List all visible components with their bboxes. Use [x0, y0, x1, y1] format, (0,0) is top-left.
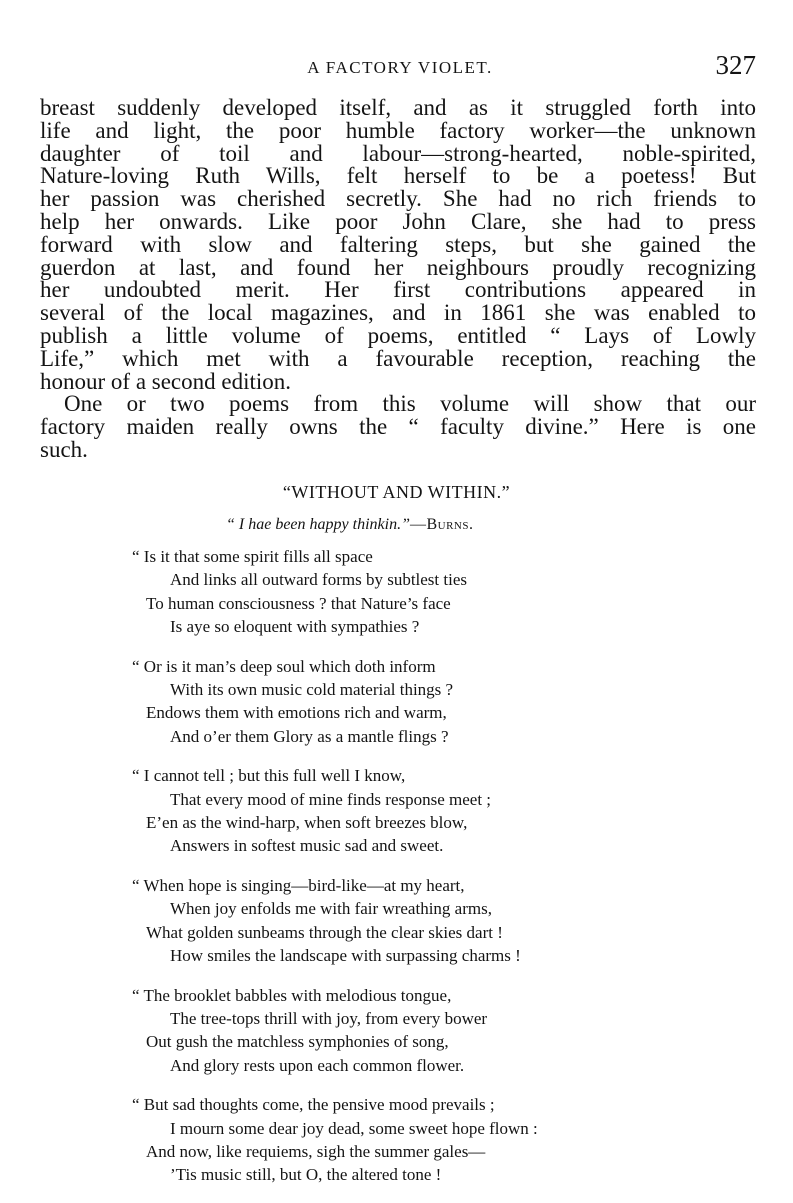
poem-body — [132, 545, 732, 1203]
poem-stanza — [132, 764, 732, 857]
verse-line: “ When hope is singing—bird-like—at my heart, — [132, 876, 465, 896]
poem-stanza — [132, 545, 732, 638]
running-title: A FACTORY VIOLET. — [307, 58, 493, 77]
prose-line: forward with slow and faltering steps, but she gained the — [40, 231, 756, 257]
epigraph — [226, 516, 473, 534]
verse-line: “ But sad thoughts come, the pensive mood prevails ; — [132, 1095, 495, 1115]
verse-line: To human consciousness ? that Nature’s face — [146, 593, 451, 613]
verse-line: Out gush the matchless symphonies of song, — [146, 1032, 449, 1052]
prose-line: Nature-loving Ruth Wills, felt herself to be a poetess! But — [40, 163, 756, 189]
poem-stanza — [132, 1093, 732, 1186]
poem-stanza — [132, 655, 732, 748]
prose-line: breast suddenly developed itself, and as it struggled forth into — [40, 95, 756, 120]
prose-line: several of the local magazines, and in 1861 she was enabled to — [40, 300, 756, 326]
verse-line: Is aye so eloquent with sympathies ? — [170, 616, 420, 636]
verse-line: Endows them with emotions rich and warm, — [146, 703, 447, 723]
page-number: 327 — [715, 50, 756, 80]
verse-line: I mourn some dear joy dead, some sweet hope flown : — [170, 1118, 538, 1138]
verse-line: How smiles the landscape with surpassing charms ! — [170, 945, 521, 965]
prose-line: her undoubted merit. Her first contributions appeared in — [40, 277, 756, 303]
prose-line: Life,” which met with a favourable reception, reaching the — [40, 345, 756, 371]
poem-stanza — [132, 874, 732, 967]
poem-stanza — [132, 984, 732, 1077]
verse-line: ’Tis music still, but O, the altered tone ! — [170, 1165, 442, 1185]
epigraph-attribution: —Burns. — [409, 516, 474, 533]
prose-line: publish a little volume of poems, entitled “ Lays of Lowly — [40, 322, 756, 348]
verse-line: That every mood of mine finds response meet ; — [170, 789, 492, 809]
epigraph-quote: “ I hae been happy thinkin.” — [226, 516, 410, 533]
prose-line: factory maiden really owns the “ faculty divine.” Here is one — [40, 414, 756, 440]
prose-line: help her onwards. Like poor John Clare, she had to press — [40, 208, 756, 234]
prose-line: life and light, the poor humble factory worker—the unknown — [40, 117, 756, 143]
prose-line: honour of a second edition. — [40, 368, 292, 394]
verse-line: “ The brooklet babbles with melodious tongue, — [132, 985, 452, 1005]
verse-line: And links all outward forms by subtlest ties — [170, 570, 468, 590]
verse-line: E’en as the wind-harp, when soft breezes blow, — [146, 812, 468, 832]
prose-line: guerdon at last, and found her neighbours proudly recognizing — [40, 254, 756, 280]
verse-line: When joy enfolds me with fair wreathing arms, — [170, 899, 492, 919]
verse-line: And glory rests upon each common flower. — [170, 1055, 465, 1075]
verse-line: The tree-tops thrill with joy, from every bower — [170, 1009, 488, 1029]
verse-line: “ Is it that some spirit fills all space — [132, 547, 373, 566]
prose-line: One or two poems from this volume will show that our — [64, 391, 756, 417]
prose-line: daughter of toil and labour—strong-hearted, noble-spirited, — [40, 140, 756, 166]
verse-line: “ I cannot tell ; but this full well I know, — [132, 766, 406, 786]
verse-line: “ Or is it man’s deep soul which doth inform — [132, 656, 436, 676]
poem-title: “WITHOUT AND WITHIN.” — [282, 482, 511, 502]
prose-line: her passion was cherished secretly. She had no rich friends to — [40, 186, 756, 212]
verse-line: And now, like requiems, sigh the summer gales— — [146, 1142, 486, 1162]
prose-line: such. — [40, 436, 88, 462]
verse-line: And o’er them Glory as a mantle flings ? — [170, 726, 449, 746]
verse-line: What golden sunbeams through the clear skies dart ! — [146, 922, 503, 942]
prose-paragraph — [40, 97, 756, 462]
verse-line: With its own music cold material things ? — [170, 679, 454, 699]
verse-line: Answers in softest music sad and sweet. — [170, 836, 444, 856]
running-head — [40, 50, 760, 86]
